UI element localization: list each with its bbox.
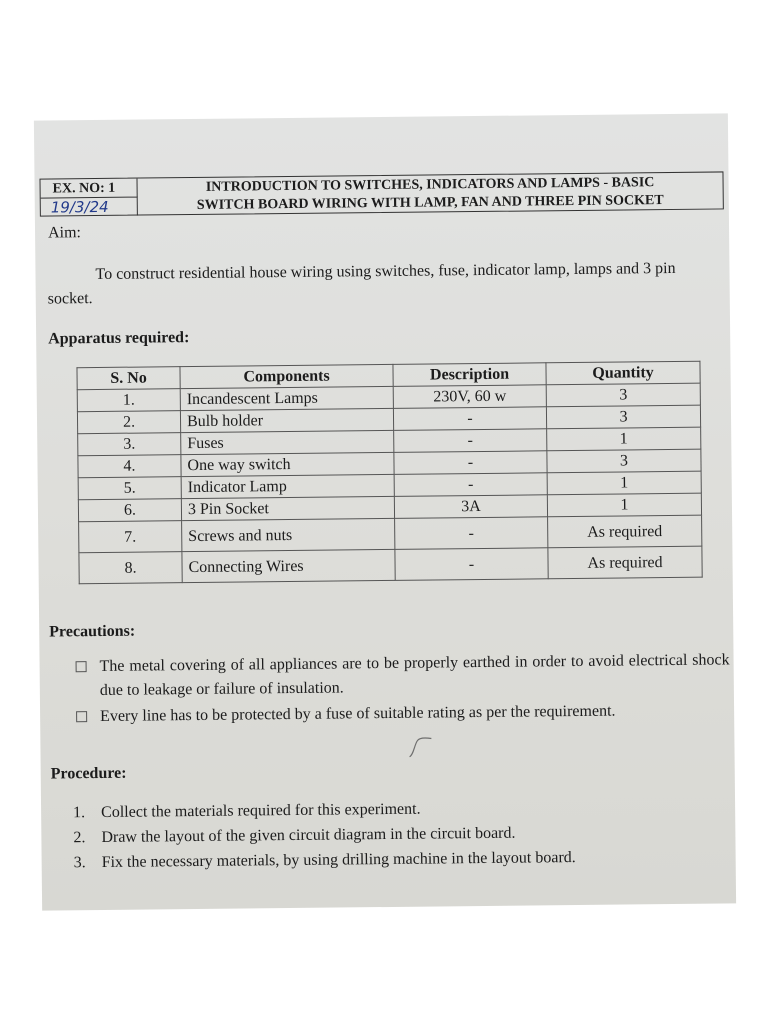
cell-component: Bulb holder — [180, 408, 393, 432]
aim-heading: Aim: — [47, 224, 82, 242]
list-item — [75, 648, 729, 703]
experiment-title — [138, 173, 723, 215]
cell-quantity: 1 — [547, 471, 701, 495]
cell-description: - — [393, 407, 546, 431]
apparatus-table — [76, 361, 702, 585]
step-number: 1. — [73, 804, 86, 822]
cell-description: - — [395, 548, 548, 581]
checkbox-bullet-icon — [76, 661, 87, 672]
cell-component: Incandescent Lamps — [180, 386, 393, 410]
cell-quantity: 1 — [547, 427, 701, 451]
title-line-2: SWITCH BOARD WIRING WITH LAMP, FAN AND THREE PIN SOCKET — [196, 193, 664, 213]
column-header-quantity: Quantity — [546, 361, 700, 385]
step-number: 3. — [73, 854, 86, 872]
checkbox-bullet-icon — [76, 711, 87, 722]
cell-component: Indicator Lamp — [181, 474, 394, 498]
cell-quantity: As required — [548, 515, 702, 548]
step-number: 2. — [73, 829, 86, 847]
cell-description: 3A — [394, 495, 547, 519]
cell-description: 230V, 60 w — [393, 385, 546, 409]
table-row — [79, 546, 702, 584]
precaution-text: Every line has to be protected by a fuse of suitable rating as per the requirement. — [100, 702, 616, 725]
list-item — [76, 698, 730, 729]
cell-sno: 8. — [79, 552, 182, 584]
procedure-steps — [73, 793, 724, 875]
cell-sno: 7. — [79, 521, 182, 553]
cell-sno: 2. — [77, 411, 180, 434]
precaution-text: The metal covering of all appliances are to be properly earthed in order to avoid electrical shock due to leakage or failure of insulation. — [99, 651, 730, 699]
cell-description: - — [394, 429, 547, 453]
cell-quantity: 3 — [546, 405, 700, 429]
document-page — [34, 113, 736, 910]
column-header-components: Components — [180, 364, 393, 388]
cell-component: Screws and nuts — [182, 518, 395, 551]
title-line-1: INTRODUCTION TO SWITCHES, INDICATORS AND LAMPS - BASIC — [205, 175, 655, 195]
step-text: Draw the layout of the given circuit diagram in the circuit board. — [101, 824, 516, 846]
cell-sno: 5. — [78, 477, 181, 500]
step-text: Fix the necessary materials, by using drilling machine in the layout board. — [101, 849, 576, 871]
column-header-description: Description — [393, 363, 546, 387]
cell-description: - — [394, 473, 547, 497]
cell-component: Connecting Wires — [182, 549, 395, 582]
cell-sno: 1. — [77, 389, 180, 412]
experiment-header — [39, 171, 723, 216]
cell-sno: 6. — [78, 499, 181, 522]
column-header-sno: S. No — [77, 367, 180, 390]
precautions-list — [75, 648, 730, 731]
handwritten-date: 19/3/24 — [41, 198, 138, 217]
step-text: Collect the materials required for this experiment. — [101, 800, 421, 821]
cell-component: Fuses — [181, 430, 394, 454]
cell-component: One way switch — [181, 452, 394, 476]
cell-sno: 4. — [78, 455, 181, 478]
pen-mark — [405, 734, 435, 760]
cell-quantity: As required — [548, 546, 702, 579]
cell-quantity: 1 — [547, 493, 701, 517]
apparatus-heading: Apparatus required: — [48, 329, 190, 348]
precautions-heading: Precautions: — [49, 622, 136, 641]
cell-description: - — [394, 451, 547, 475]
aim-text: To construct residential house wiring using switches, fuse, indicator lamp, lamps and 3 pin socket. — [47, 259, 676, 308]
experiment-number: EX. NO: 1 — [41, 179, 138, 199]
cell-sno: 3. — [78, 433, 181, 456]
cell-component: 3 Pin Socket — [181, 496, 394, 520]
cell-description: - — [395, 517, 548, 550]
procedure-heading: Procedure: — [50, 764, 127, 783]
cell-quantity: 3 — [547, 449, 701, 473]
cell-quantity: 3 — [546, 383, 700, 407]
